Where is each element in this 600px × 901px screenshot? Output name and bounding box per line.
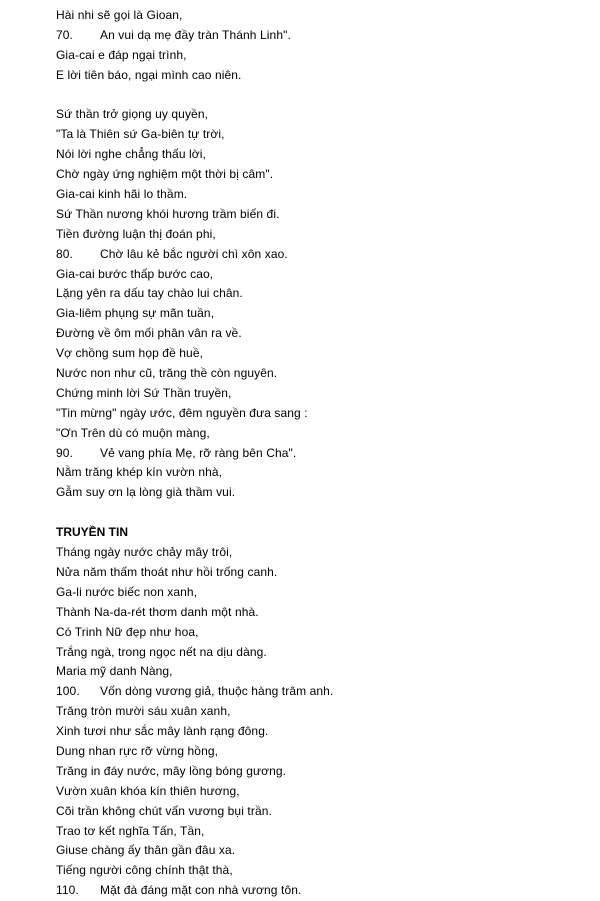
line-text: Trắng ngà, trong ngọc nết na dịu dàng.: [56, 644, 267, 659]
poem-line: [56, 404, 576, 424]
poem-line: [56, 324, 576, 344]
poem-line: [56, 344, 576, 364]
line-number: 110.: [56, 883, 79, 898]
line-text: Giuse chàng ấy thân gần đâu xa.: [56, 843, 236, 858]
poem-page: [56, 6, 576, 901]
poem-line: [56, 861, 576, 881]
poem-line: [56, 444, 576, 464]
poem-line: [56, 702, 576, 722]
poem-line: [56, 682, 576, 702]
line-text: "Ơn Trên dù có muộn màng,: [56, 425, 210, 440]
line-text: Xinh tươi như sắc mây lành rạng đông.: [56, 724, 269, 739]
line-text: Sứ Thần nương khói hương trầm biến đi.: [56, 206, 280, 221]
line-number: 70.: [56, 27, 73, 42]
line-text: Gia-cai e đáp ngại trình,: [56, 47, 187, 62]
poem-line: [56, 583, 576, 603]
line-text: Chứng minh lời Sứ Thần truyền,: [56, 385, 232, 400]
line-number: 80.: [56, 246, 73, 261]
line-text: Gẫm suy ơn lạ lòng già thầm vui.: [56, 485, 236, 500]
line-text: Nước non như cũ, trăng thề còn nguyên.: [56, 366, 278, 381]
line-text: Mặt đà đáng mặt con nhà vương tôn.: [100, 883, 302, 898]
line-text: Vốn dòng vương giả, thuộc hàng trâm anh.: [100, 684, 334, 699]
poem-line: [56, 364, 576, 384]
line-text: Gia-cai bước thấp bước cao,: [56, 266, 214, 281]
line-text: Tiền đường luận thị đoán phi,: [56, 226, 216, 241]
poem-line: [56, 304, 576, 324]
stanza-3: [56, 543, 576, 901]
line-text: Maria mỹ danh Nàng,: [56, 664, 173, 679]
poem-line: [56, 603, 576, 623]
line-text: Cõi trần không chút vấn vương bụi trần.: [56, 803, 272, 818]
poem-line: [56, 6, 576, 26]
stanza-gap: [56, 503, 576, 523]
poem-line: [56, 543, 576, 563]
line-text: Có Trinh Nữ đẹp như hoa,: [56, 624, 199, 639]
poem-line: [56, 225, 576, 245]
poem-line: [56, 722, 576, 742]
poem-line: [56, 802, 576, 822]
line-number: 90.: [56, 445, 73, 460]
poem-line: [56, 105, 576, 125]
line-text: Nói lời nghe chẳng thấu lời,: [56, 147, 206, 162]
line-text: Đường về ôm mối phân vân ra về.: [56, 326, 242, 341]
poem-line: [56, 185, 576, 205]
line-text: Lặng yên ra dấu tay chào lui chân.: [56, 286, 243, 301]
poem-line: [56, 284, 576, 304]
line-text: Sứ thần trở giọng uy quyền,: [56, 107, 209, 122]
line-text: Nửa năm thấm thoát như hồi trống canh.: [56, 564, 278, 579]
line-text: Trăng in đáy nước, mây lồng bóng gương.: [56, 763, 287, 778]
line-text: E lời tiên báo, ngại mình cao niên.: [56, 67, 242, 82]
poem-line: [56, 245, 576, 265]
poem-line: [56, 822, 576, 842]
line-text: Trao tơ kết nghĩa Tấn, Tần,: [56, 823, 205, 838]
poem-line: [56, 881, 576, 901]
line-text: Gia-liêm phụng sự mãn tuần,: [56, 306, 215, 321]
poem-line: [56, 563, 576, 583]
poem-line: [56, 384, 576, 404]
poem-line: [56, 762, 576, 782]
poem-line: [56, 643, 576, 663]
line-text: Hài nhi sẽ gọi là Gioan,: [56, 8, 183, 22]
line-text: Trăng tròn mười sáu xuân xanh,: [56, 704, 231, 719]
poem-line: [56, 623, 576, 643]
poem-line: [56, 26, 576, 46]
line-text: Chờ lâu kẻ bắc người chì xôn xao.: [100, 246, 288, 261]
poem-line: [56, 483, 576, 503]
line-text: Chờ ngày ứng nghiệm một thời bị câm".: [56, 167, 274, 182]
stanza-1: [56, 6, 576, 86]
poem-line: [56, 145, 576, 165]
line-number: 100.: [56, 684, 80, 699]
line-text: Nằm trăng khép kín vườn nhà,: [56, 465, 223, 480]
poem-line: [56, 841, 576, 861]
poem-line: [56, 66, 576, 86]
poem-line: [56, 265, 576, 285]
line-text: Gia-cai kinh hãi lo thầm.: [56, 187, 188, 202]
line-text: Vợ chồng sum họp đề huề,: [56, 346, 204, 361]
line-text: Tháng ngày nước chảy mây trôi,: [56, 545, 233, 560]
poem-line: [56, 742, 576, 762]
line-text: "Ta là Thiên sứ Ga-biên tự trời,: [56, 127, 225, 142]
poem-line: [56, 424, 576, 444]
line-text: Thành Na-da-rét thơm danh một nhà.: [56, 604, 259, 619]
stanza-2: [56, 105, 576, 503]
line-text: Tiếng người công chính thật thà,: [56, 863, 233, 878]
poem-line: [56, 662, 576, 682]
poem-line: [56, 165, 576, 185]
line-text: Vẻ vang phía Mẹ, rỡ ràng bên Cha".: [100, 445, 297, 460]
line-text: Vườn xuân khóa kín thiên hương,: [56, 783, 240, 798]
line-text: Ga-li nước biếc non xanh,: [56, 584, 198, 599]
line-text: "Tin mừng" ngày ước, đêm nguyền đưa sang :: [56, 405, 308, 420]
section-heading: TRUYỀN TIN: [56, 525, 128, 540]
line-text: Dung nhan rực rỡ vừng hồng,: [56, 743, 219, 758]
poem-line: [56, 205, 576, 225]
poem-line: [56, 782, 576, 802]
line-text: An vui dạ mẹ đầy tràn Thánh Linh".: [100, 27, 291, 42]
poem-line: [56, 463, 576, 483]
poem-line: [56, 46, 576, 66]
poem-line: [56, 125, 576, 145]
stanza-gap: [56, 86, 576, 106]
